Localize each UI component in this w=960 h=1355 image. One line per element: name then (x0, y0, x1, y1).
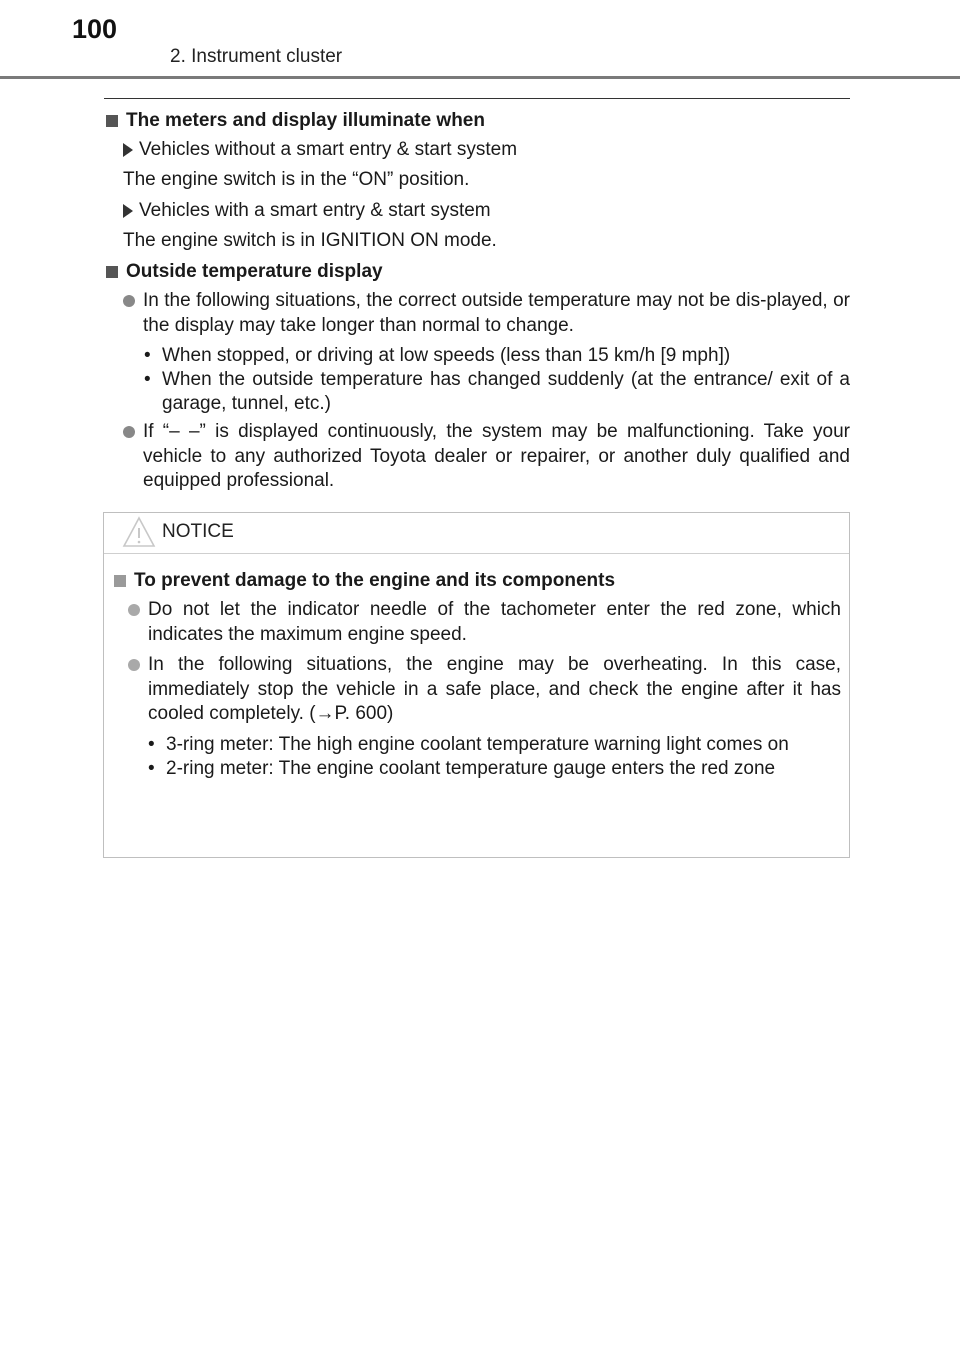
sub-list-item (142, 344, 850, 368)
sub-bullet-list (142, 344, 850, 416)
triangle-bullet-icon (123, 143, 133, 157)
sub-list-item-text: When the outside temperature has changed suddenly (at the entrance/ exit of a garage, tunnel, etc.) (162, 369, 850, 414)
sub-bullet-list (146, 733, 841, 781)
list-item (123, 289, 850, 338)
paragraph-ignition-on: The engine switch is in IGNITION ON mode. (123, 230, 497, 251)
sub-list-item (146, 733, 841, 757)
circle-bullet-icon (128, 659, 140, 671)
bullet-glyph: • (144, 345, 151, 366)
heading-text: The meters and display illuminate when (126, 110, 485, 131)
square-bullet-icon (114, 575, 126, 587)
heading-text: Outside temperature display (126, 261, 383, 282)
sub-list-item (146, 757, 841, 781)
page-content (104, 98, 850, 500)
sub-list-item-text: 3-ring meter: The high engine coolant temperature warning light comes on (166, 733, 789, 755)
list-item (128, 598, 841, 647)
page-header (0, 0, 960, 80)
bullet-glyph: • (144, 369, 151, 390)
list-item-text: Do not let the indicator needle of the tachometer enter the red zone, which indicates the maximum engine speed. (148, 599, 841, 645)
sub-list-item-text: 2-ring meter: The engine coolant temperature gauge enters the red zone (166, 757, 776, 779)
list-item-text: If “– –” is displayed continuously, the system may be malfunctioning. Take your vehicle to any authorized Toyota dealer or repairer, or another duly qualified and equipped professional. (143, 421, 850, 491)
list-item (128, 653, 841, 727)
list-item (123, 420, 850, 494)
list-item-text: In the following situations, the engine may be overheating. In this case, immediately stop the vehicle in a safe place, and check the engine after it has cooled completely. (→P. 600) (148, 654, 841, 724)
square-bullet-icon (106, 115, 118, 127)
list-item-text: In the following situations, the correct outside temperature may not be dis-played, or the display may take longer than normal to change. (143, 290, 850, 336)
heading-text: To prevent damage to the engine and its components (134, 570, 616, 591)
section-title: 2. Instrument cluster (170, 46, 343, 67)
notice-box (103, 512, 850, 858)
notice-body (104, 554, 849, 781)
bullet-glyph: • (148, 733, 155, 755)
warning-triangle-icon (122, 515, 156, 549)
vehicle-type-without-smart-entry (123, 138, 850, 162)
heading-meters-illuminate (104, 109, 850, 133)
page-number: 100 (72, 14, 118, 44)
sub-list-item-text: When stopped, or driving at low speeds (less than 15 km/h [9 mph]) (162, 345, 731, 366)
vehicle-type-label: Vehicles with a smart entry & start system (139, 200, 491, 221)
notice-label: NOTICE (162, 521, 234, 542)
header-rule (0, 76, 960, 79)
circle-bullet-icon (123, 426, 135, 438)
notice-header (104, 513, 849, 554)
circle-bullet-icon (128, 604, 140, 616)
heading-engine-damage (112, 569, 841, 593)
square-bullet-icon (106, 266, 118, 278)
bullet-glyph: • (148, 757, 155, 779)
vehicle-type-label: Vehicles without a smart entry & start system (139, 139, 518, 160)
heading-outside-temperature (104, 260, 850, 284)
triangle-bullet-icon (123, 204, 133, 218)
paragraph-on-position: The engine switch is in the “ON” position. (123, 169, 470, 190)
vehicle-type-with-smart-entry (123, 199, 850, 223)
sub-list-item (142, 368, 850, 416)
content-divider (104, 98, 850, 99)
circle-bullet-icon (123, 295, 135, 307)
